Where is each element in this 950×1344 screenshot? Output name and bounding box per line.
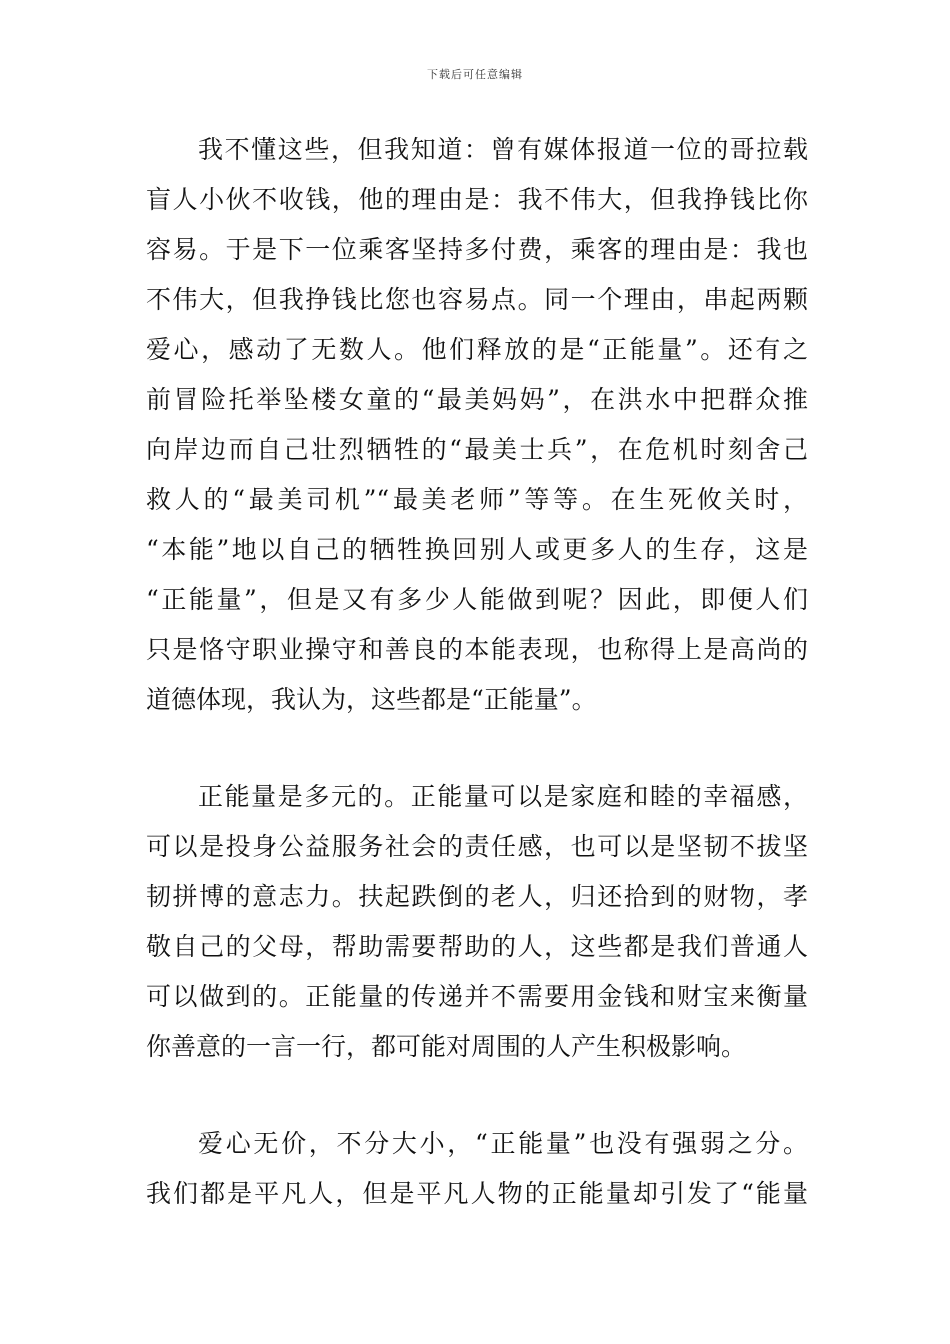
text-line: 我不懂这些，但我知道：曾有媒体报道一位的哥拉载 [198,135,808,164]
text-line: 敬自己的父母，帮助需要帮助的人，这些都是我们普通人 [146,932,808,961]
text-line: “本能”地以自己的牺牲换回别人或更多人的生存，这是 [146,535,808,564]
page-header: 下载后可任意编辑 [427,68,523,81]
text-line: 盲人小伙不收钱，他的理由是：我不伟大，但我挣钱比你 [146,185,808,214]
text-line: 救人的“最美司机”“最美老师”等等。在生死攸关时， [146,485,808,514]
text-line: 向岸边而自己壮烈牺牲的“最美士兵”，在危机时刻舍己 [146,435,808,464]
paragraph-1 [146,125,808,725]
text-line: 前冒险托举坠楼女童的“最美妈妈”，在洪水中把群众推 [146,385,808,414]
text-line: “正能量”，但是又有多少人能做到呢？因此，即便人们 [146,585,808,614]
text-line: 爱心无价，不分大小，“正能量”也没有强弱之分。 [198,1129,808,1158]
text-line: 容易。于是下一位乘客坚持多付费，乘客的理由是：我也 [146,235,808,264]
text-line: 我们都是平凡人，但是平凡人物的正能量却引发了“能量 [146,1179,808,1208]
text-line: 可以是投身公益服务社会的责任感，也可以是坚韧不拔坚 [146,832,808,861]
text-line: 爱心，感动了无数人。他们释放的是“正能量”。还有之 [146,335,808,364]
paragraph-3 [146,1119,808,1219]
text-line: 可以做到的。正能量的传递并不需要用金钱和财宝来衡量 [146,982,808,1011]
text-line: 你善意的一言一行，都可能对周围的人产生积极影响。 [146,1032,747,1061]
text-line: 韧拼博的意志力。扶起跌倒的老人，归还拾到的财物，孝 [146,882,808,911]
text-line: 道德体现，我认为，这些都是“正能量”。 [146,685,597,714]
text-line: 正能量是多元的。正能量可以是家庭和睦的幸福感， [198,782,808,811]
text-line: 只是恪守职业操守和善良的本能表现，也称得上是高尚的 [146,635,808,664]
text-line: 不伟大，但我挣钱比您也容易点。同一个理由，串起两颗 [146,285,808,314]
paragraph-2 [146,772,808,1072]
